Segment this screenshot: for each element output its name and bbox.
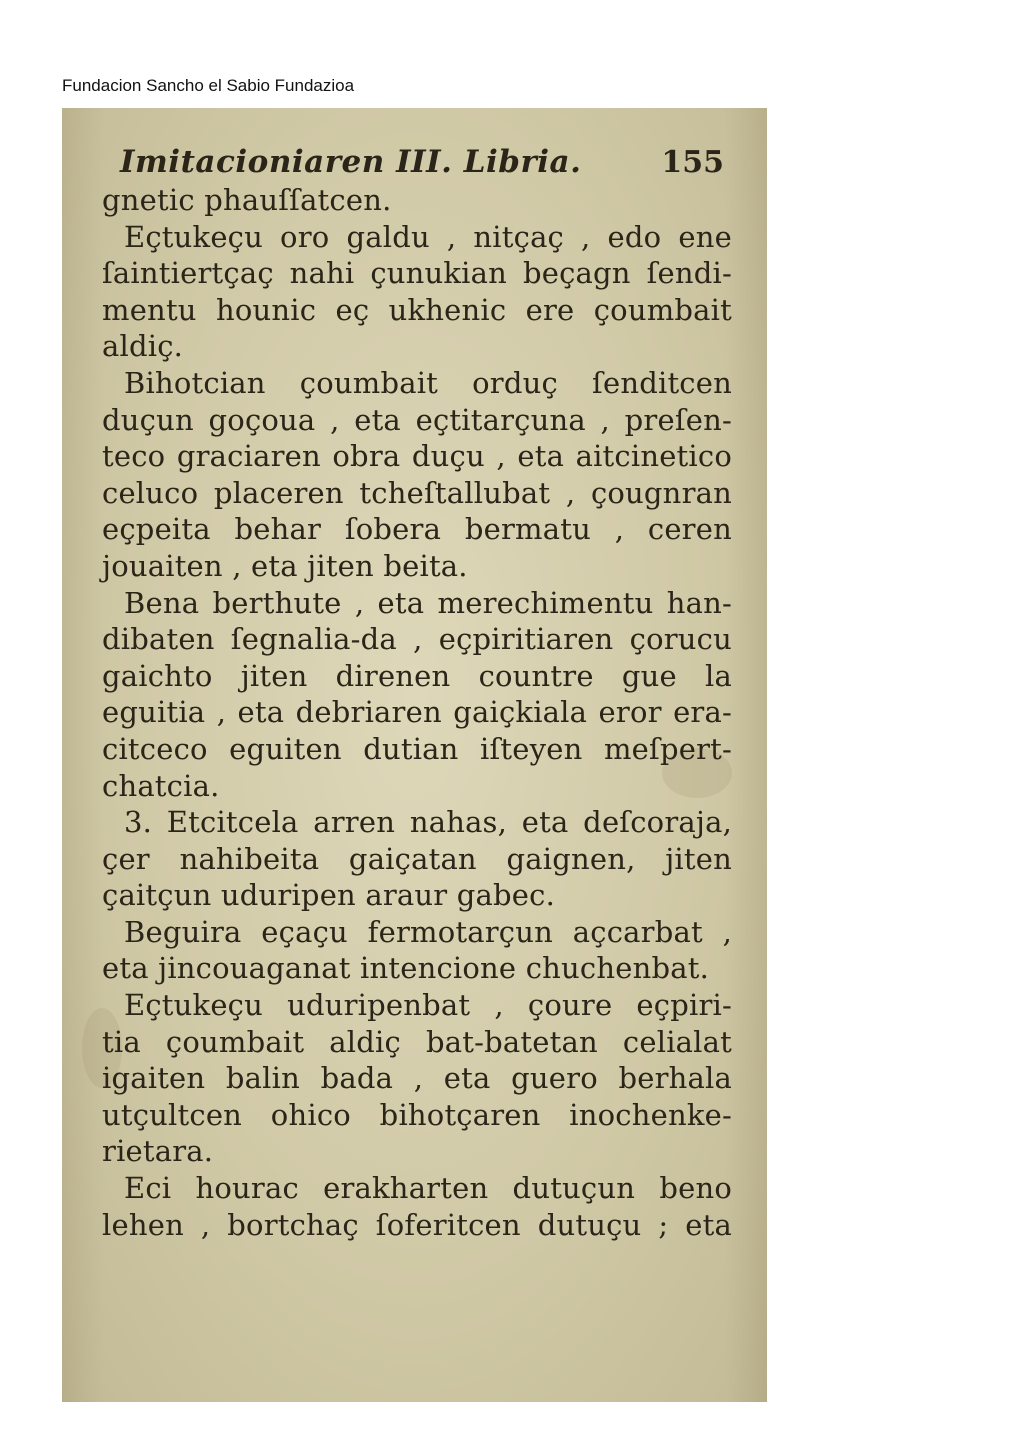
text-line: Eçtukeçu uduripenbat , çoure eçpiri- [124, 988, 732, 1023]
text-line: Eci hourac erakharten dutuçun beno [124, 1171, 732, 1206]
text-line: rietara. [102, 1134, 214, 1169]
source-label: Fundacion Sancho el Sabio Fundazioa [62, 76, 355, 95]
text-line: mentu hounic eç ukhenic ere çoumbait [102, 292, 732, 327]
text-line: eguitia , eta debriaren gaiçkiala eror era- [102, 695, 732, 730]
text-line: celuco placeren tcheſtallubat , çougnran [102, 475, 732, 510]
page-number: 155 [661, 145, 724, 180]
text-line: eçpeita behar ſobera bermatu , ceren [102, 512, 732, 547]
text-line: eta jincouaganat intencione chuchenbat. [102, 951, 709, 986]
text-line: dibaten ſegnalia-da , eçpiritiaren çorucu [102, 622, 732, 657]
text-body [102, 182, 732, 1243]
text-line: duçun goçoua , eta eçtitarçuna , preſen- [102, 402, 732, 437]
text-line: lehen , bortchaç ſoferitcen dutuçu ; eta [102, 1207, 732, 1242]
text-line: ſaintiertçaç nahi çunukian beçagn ſendi- [102, 256, 732, 291]
text-line: Beguira eçaçu fermotarçun açcarbat , [124, 914, 732, 949]
text-line: gaichto jiten direnen countre gue la [102, 658, 732, 693]
scanned-page [62, 108, 767, 1402]
text-line: igaiten balin bada , eta guero berhala [102, 1061, 732, 1096]
text-line: teco graciaren obra duçu , eta aitcinetico [102, 439, 732, 474]
text-line: aldiç. [102, 329, 184, 364]
text-line: 3. Etcitcela arren nahas, eta deſcoraja, [124, 805, 732, 840]
text-line: Bihotcian çoumbait orduç ſenditcen [124, 365, 732, 400]
running-title: Imitacioniaren III. Libria. [120, 144, 582, 180]
text-line: chatcia. [102, 768, 220, 803]
text-line: çer nahibeita gaiçatan gaignen, jiten [102, 841, 732, 876]
text-line: citceco eguiten dutian iſteyen meſpert- [102, 731, 732, 766]
text-line: Eçtukeçu oro galdu , nitçaç , edo ene [124, 219, 732, 254]
page-text [102, 144, 732, 1243]
text-line: gnetic phauſſatcen. [102, 183, 392, 217]
text-line: jouaiten , eta jiten beita. [102, 548, 468, 583]
page-header [102, 144, 732, 180]
text-line: tia çoumbait aldiç bat-batetan celialat [102, 1024, 732, 1059]
text-line: çaitçun uduripen araur gabec. [102, 878, 555, 913]
text-line: utçultcen ohico bihotçaren inochenke- [102, 1097, 732, 1132]
text-line: Bena berthute , eta merechimentu han- [124, 585, 732, 620]
